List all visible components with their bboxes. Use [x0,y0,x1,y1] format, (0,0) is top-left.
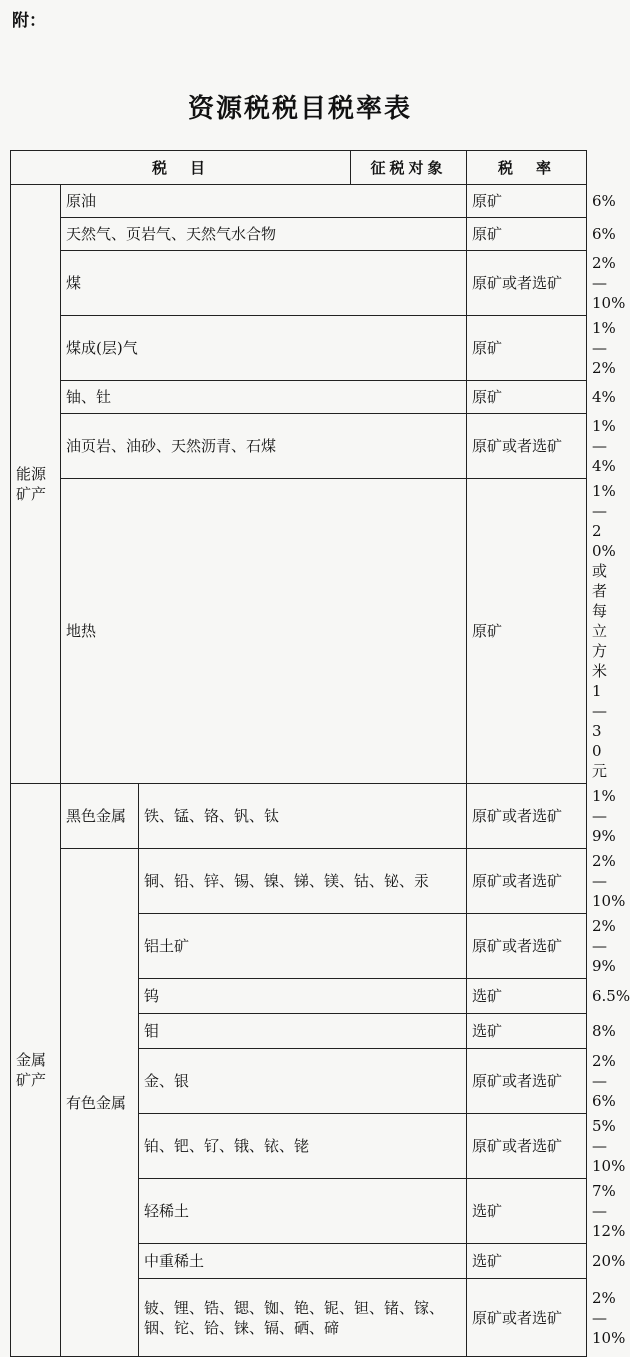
item-cell: 中重稀土 [139,1244,467,1279]
category-energy: 能源矿产 [11,185,61,784]
object-cell: 原矿 [467,479,587,784]
object-cell: 原矿或者选矿 [467,414,587,479]
subcategory-ferrous: 黑色金属 [61,784,139,849]
table-row: 有色金属 铜、铅、锌、锡、镍、锑、镁、钴、铋、汞 原矿或者选矿 2%—10% [11,849,587,914]
object-cell: 原矿或者选矿 [467,1114,587,1179]
object-cell: 选矿 [467,1244,587,1279]
object-cell: 选矿 [467,1014,587,1049]
header-object: 征税对象 [351,151,467,185]
item-cell: 铍、锂、锆、锶、铷、铯、铌、钽、锗、镓、铟、铊、铪、铼、镉、硒、碲 [139,1279,467,1357]
table-row: 煤成(层)气 原矿 1%—2% [11,316,587,381]
object-cell: 选矿 [467,1179,587,1244]
item-cell: 原油 [61,185,467,218]
object-cell: 原矿或者选矿 [467,1279,587,1357]
category-metal: 金属矿产 [11,784,61,1357]
table-row: 铍、锂、锆、锶、铷、铯、铌、钽、锗、镓、铟、铊、铪、铼、镉、硒、碲 原矿或者选矿 2%—10% [11,1279,587,1357]
item-cell: 铁、锰、铬、钒、钛 [139,784,467,849]
table-row: 金属矿产 黑色金属 铁、锰、铬、钒、钛 原矿或者选矿 1%—9% [11,784,587,849]
attachment-label: 附： [12,11,46,31]
page-title: 资源税税目税率表 [187,94,412,124]
table-row: 轻稀土 选矿 7%—12% [11,1179,587,1244]
object-cell: 原矿 [467,381,587,414]
table-row: 地热 原矿 1%—20%或者每立方米 1—30元 [11,479,587,784]
header-item: 税 目 [11,151,351,185]
table-row: 铀、钍 原矿 4% [11,381,587,414]
item-cell: 煤 [61,251,467,316]
table-row: 铝土矿 原矿或者选矿 2%—9% [11,914,587,979]
object-cell: 原矿或者选矿 [467,849,587,914]
table-row: 铂、钯、钌、锇、铱、铑 原矿或者选矿 5%—10% [11,1114,587,1179]
item-cell: 金、银 [139,1049,467,1114]
table-row: 能源矿产 原油 原矿 6% [11,185,587,218]
table-header-row [11,151,587,185]
table-row: 中重稀土 选矿 20% [11,1244,587,1279]
object-cell: 原矿 [467,185,587,218]
item-cell: 地热 [61,479,467,784]
object-cell: 选矿 [467,979,587,1014]
item-cell: 铂、钯、钌、锇、铱、铑 [139,1114,467,1179]
table-row: 金、银 原矿或者选矿 2%—6% [11,1049,587,1114]
item-cell: 铀、钍 [61,381,467,414]
item-cell: 煤成(层)气 [61,316,467,381]
item-cell: 天然气、页岩气、天然气水合物 [61,218,467,251]
tax-rate-table [10,150,630,1357]
table-row: 天然气、页岩气、天然气水合物 原矿 6% [11,218,587,251]
table-row: 钨 选矿 6.5% [11,979,587,1014]
table-row: 油页岩、油砂、天然沥青、石煤 原矿或者选矿 1%—4% [11,414,587,479]
object-cell: 原矿或者选矿 [467,251,587,316]
subcategory-nonferrous: 有色金属 [61,849,139,1357]
object-cell: 原矿或者选矿 [467,784,587,849]
table-row: 煤 原矿或者选矿 2%—10% [11,251,587,316]
object-cell: 原矿 [467,218,587,251]
object-cell: 原矿或者选矿 [467,1049,587,1114]
object-cell: 原矿 [467,316,587,381]
item-cell: 铝土矿 [139,914,467,979]
object-cell: 原矿或者选矿 [467,914,587,979]
item-cell: 钨 [139,979,467,1014]
table-row: 钼 选矿 8% [11,1014,587,1049]
item-cell: 轻稀土 [139,1179,467,1244]
header-rate: 税 率 [467,151,587,185]
item-cell: 钼 [139,1014,467,1049]
item-cell: 油页岩、油砂、天然沥青、石煤 [61,414,467,479]
item-cell: 铜、铅、锌、锡、镍、锑、镁、钴、铋、汞 [139,849,467,914]
